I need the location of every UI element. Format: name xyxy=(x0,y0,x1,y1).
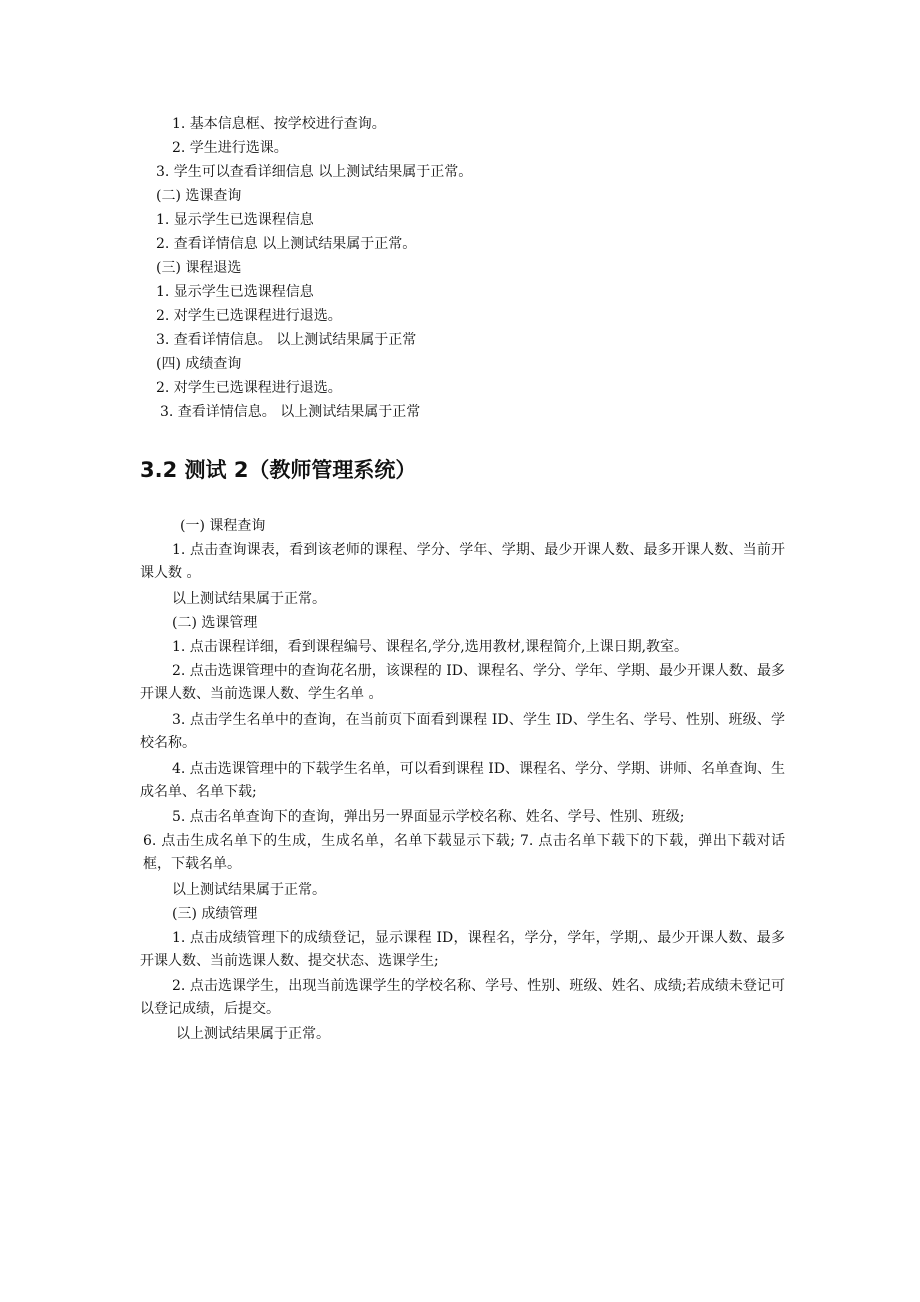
paragraph-generate-download: 6. 点击生成名单下的生成，生成名单，名单下载显示下载; 7. 点击名单下载下的下载，弹出下载对话框，下载名单。 xyxy=(143,833,785,872)
result-normal-1: 以上测试结果属于正常。 xyxy=(172,591,326,607)
s1-line-2: 2. 学生进行选课。 xyxy=(172,140,288,156)
s1-line-1: 1. 基本信息框、按学校进行查询。 xyxy=(172,116,386,132)
s1-line-5: 1. 显示学生已选课程信息 xyxy=(156,212,314,228)
s1-line-11: (四) 成绩查询 xyxy=(156,356,242,372)
s1-line-4: (二) 选课查询 xyxy=(156,188,242,204)
paragraph-list-query-popup: 5. 点击名单查询下的查询，弹出另一界面显示学校名称、姓名、学号、性别、班级; xyxy=(172,809,685,825)
paragraph-course-query: 1. 点击查询课表，看到该老师的课程、学分、学年、学期、最少开课人数、最多开课人数、当前开课人数 。 xyxy=(140,542,785,581)
s1-line-6: 2. 查看详情信息 以上测试结果属于正常。 xyxy=(156,236,417,252)
result-normal-3: 以上测试结果属于正常。 xyxy=(176,1026,330,1042)
paragraph-roster-query: 2. 点击选课管理中的查询花名册，该课程的 ID、课程名、学分、学年、学期、最少开课人数、最多开课人数、当前选课人数、学生名单 。 xyxy=(140,663,786,702)
s1-line-13: 3. 查看详情信息。 以上测试结果属于正常 xyxy=(160,404,421,420)
s1-line-12: 2. 对学生已选课程进行退选。 xyxy=(156,380,342,396)
subheading-grade-management: (三) 成绩管理 xyxy=(172,906,258,922)
s1-line-8: 1. 显示学生已选课程信息 xyxy=(156,284,314,300)
result-normal-2: 以上测试结果属于正常。 xyxy=(172,882,326,898)
section-heading: 3.2 测试 2（教师管理系统） xyxy=(140,458,417,482)
subheading-course-query: (一) 课程查询 xyxy=(180,518,266,534)
subheading-selection-management: (二) 选课管理 xyxy=(172,615,258,631)
s1-line-3: 3. 学生可以查看详细信息 以上测试结果属于正常。 xyxy=(156,164,473,180)
paragraph-select-students: 2. 点击选课学生，出现当前选课学生的学校名称、学号、性别、班级、姓名、成绩;若成绩未登记可以登记成绩，后提交。 xyxy=(140,978,785,1017)
s1-line-9: 2. 对学生已选课程进行退选。 xyxy=(156,308,342,324)
s1-line-7: (三) 课程退选 xyxy=(156,260,242,276)
paragraph-course-detail: 1. 点击课程详细，看到课程编号、课程名,学分,选用教材,课程简介,上课日期,教室。 xyxy=(172,639,689,655)
paragraph-download-list: 4. 点击选课管理中的下载学生名单，可以看到课程 ID、课程名、学分、学期、讲师、名单查询、生成名单、名单下载; xyxy=(140,761,786,800)
paragraph-student-list-query: 3. 点击学生名单中的查询，在当前页下面看到课程 ID、学生 ID、学生名、学号、性别、班级、学校名称。 xyxy=(140,712,785,751)
paragraph-grade-registration: 1. 点击成绩管理下的成绩登记，显示课程 ID，课程名，学分，学年，学期,、最少开课人数、最多开课人数、当前选课人数、提交状态、选课学生; xyxy=(140,930,785,969)
s1-line-10: 3. 查看详情信息。 以上测试结果属于正常 xyxy=(156,332,417,348)
